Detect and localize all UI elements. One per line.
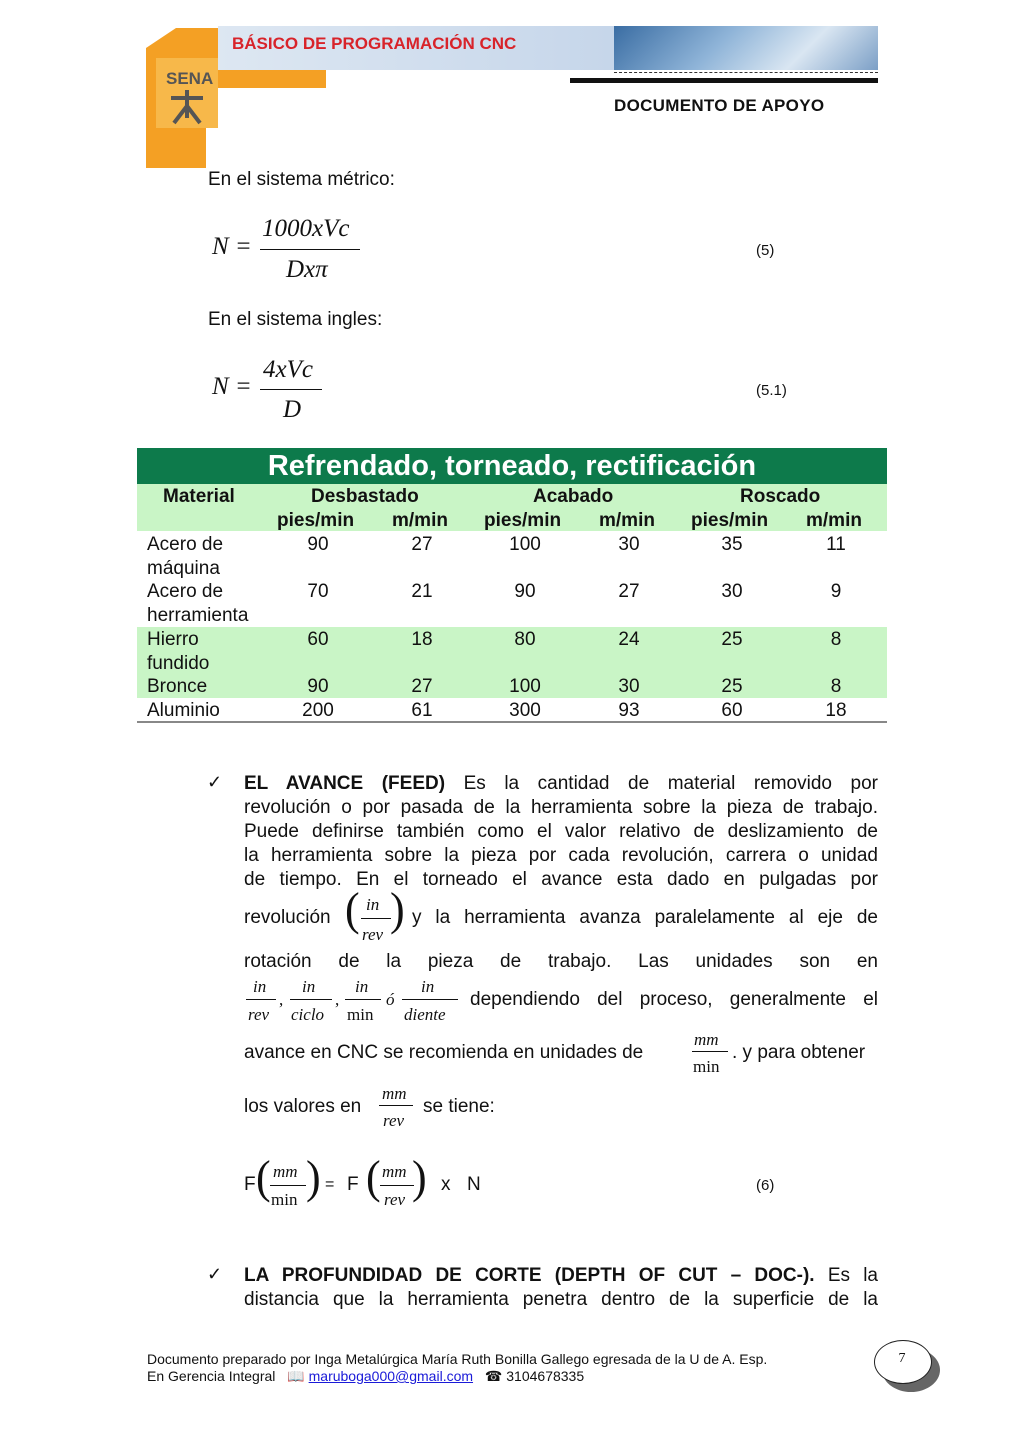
eq6-number: (6) <box>756 1177 775 1194</box>
frac-rev: rev <box>362 925 384 944</box>
table-cell: 60 <box>307 629 329 650</box>
frac-in: in <box>355 977 369 996</box>
frac-mm: mm <box>694 1030 719 1049</box>
document-subtitle: DOCUMENTO DE APOYO <box>614 96 825 115</box>
ingles-label: En el sistema ingles: <box>208 309 383 330</box>
avance-heading: EL AVANCE (FEED) <box>244 773 446 794</box>
header-title: BÁSICO DE PROGRAMACIÓN CNC <box>232 34 517 53</box>
header-photo <box>614 26 878 70</box>
footer-gerencia: En Gerencia Integral <box>147 1368 276 1384</box>
unit-header: m/min <box>392 510 448 531</box>
eq5-lhs: N = <box>212 233 252 260</box>
group-desbastado: Desbastado <box>311 486 419 507</box>
frac-bar <box>692 1051 728 1052</box>
paren-right: ) <box>306 1151 321 1204</box>
table-cell: 60 <box>721 700 743 721</box>
table-cell-material: Acero de <box>147 534 224 555</box>
footer-line-2 <box>147 1368 584 1385</box>
table-cell: 18 <box>825 700 847 721</box>
eq51-number: (5.1) <box>756 382 787 399</box>
frac-bar <box>402 999 458 1000</box>
frac-bar <box>246 999 276 1000</box>
avance-line-6b: y la herramienta avanza paralelamente al eje de <box>412 907 878 928</box>
paren-right: ) <box>390 883 405 936</box>
paren-left: ( <box>256 1151 271 1204</box>
unit-header: m/min <box>599 510 655 531</box>
eq5-number: (5) <box>756 242 775 259</box>
table-cell: 70 <box>307 581 329 602</box>
table-cell: 35 <box>721 534 743 555</box>
eq6-equals: = <box>325 1176 335 1193</box>
frac-in: in <box>421 977 435 996</box>
book-icon: 📖 <box>287 1368 305 1384</box>
unit-header: m/min <box>806 510 862 531</box>
avance-line-8: dependiendo del proceso, generalmente el <box>470 989 878 1010</box>
frac-bar <box>290 999 332 1000</box>
eq51-denominator: D <box>283 396 302 423</box>
frac-bar <box>361 918 391 919</box>
table-cell: 93 <box>618 700 640 721</box>
table-cell: 8 <box>830 629 842 650</box>
table-cell-material: Acero de <box>147 581 224 602</box>
eq6-n: N <box>467 1174 481 1195</box>
eq5-denominator: Dxπ <box>286 256 328 283</box>
table-cell: 300 <box>509 700 541 721</box>
metric-label: En el sistema métrico: <box>208 169 395 190</box>
avance-line-10b: se tiene: <box>423 1096 495 1117</box>
table-cell: 30 <box>618 676 640 697</box>
group-roscado: Roscado <box>740 486 821 507</box>
frac-bar <box>379 1105 413 1106</box>
frac-rev: rev <box>383 1111 405 1130</box>
frac-bar <box>380 1185 414 1186</box>
eq5-numerator: 1000xVc <box>262 215 350 242</box>
table-cell: 90 <box>514 581 536 602</box>
eq51-numerator: 4xVc <box>263 356 313 383</box>
unit-header: pies/min <box>691 510 769 531</box>
table-cell: 11 <box>826 534 846 555</box>
frac-min: min <box>693 1057 720 1076</box>
frac-ciclo: ciclo <box>291 1005 325 1024</box>
eq5-fraction-bar <box>260 249 360 250</box>
eq51-fraction-bar <box>260 389 322 390</box>
unit-header: pies/min <box>484 510 562 531</box>
table-cell: 90 <box>307 676 329 697</box>
comma: , <box>279 990 284 1009</box>
table-cell: 27 <box>411 676 433 697</box>
frac-mm: mm <box>273 1162 298 1181</box>
header-divider-dashed <box>614 72 878 73</box>
frac-in: in <box>253 977 267 996</box>
frac-bar <box>270 1185 306 1186</box>
table-cell: 25 <box>721 676 743 697</box>
table-cell: 100 <box>509 676 541 697</box>
table-cell: 27 <box>411 534 433 555</box>
word-o: ó <box>386 990 395 1009</box>
frac-mm: mm <box>382 1084 407 1103</box>
frac-rev: rev <box>384 1190 406 1209</box>
frac-in: in <box>302 977 316 996</box>
frac-in: in <box>366 895 380 914</box>
unit-header: pies/min <box>277 510 355 531</box>
table-title: Refrendado, torneado, rectificación <box>137 448 887 484</box>
checkmark-icon: ✓ <box>207 772 223 792</box>
table-cell-material: Hierro <box>147 629 199 650</box>
footer-line-1: Documento preparado por Inga Metalúrgica María Ruth Bonilla Gallego egresada de la U de A. Esp. <box>147 1351 768 1367</box>
eq51-lhs: N = <box>212 373 252 400</box>
table-cell: 18 <box>411 629 433 650</box>
eq6-times: x <box>441 1174 451 1195</box>
paren-right: ) <box>412 1151 427 1204</box>
frac-mm: mm <box>382 1162 407 1181</box>
phone-number: 3104678335 <box>506 1368 585 1384</box>
table-cell-material: fundido <box>147 653 210 674</box>
email-link[interactable]: maruboga000@gmail.com <box>308 1368 474 1384</box>
avance-line-5: de tiempo. En el torneado el avance esta dado en pulgadas por <box>244 869 878 890</box>
profundidad-line-1-text: Es la <box>827 1265 878 1286</box>
table-cell: 90 <box>307 534 329 555</box>
phone-icon: ☎ <box>484 1368 503 1384</box>
page-number: 7 <box>898 1351 906 1366</box>
table-cell: 61 <box>411 700 433 721</box>
avance-line-3: Puede definirse también como el valor relativo de deslizamiento de <box>244 821 878 842</box>
paren-left: ( <box>366 1151 381 1204</box>
table-cell: 8 <box>830 676 842 697</box>
avance-line-6a: revolución <box>244 907 331 928</box>
table-cell: 100 <box>509 534 541 555</box>
table-cell: 21 <box>411 581 433 602</box>
table-cell: 9 <box>830 581 842 602</box>
avance-line-7: rotación de la pieza de trabajo. Las unidades son en <box>244 951 878 972</box>
avance-line-10a: los valores en <box>244 1096 362 1117</box>
avance-line-9a: avance en CNC se recomienda en unidades de <box>244 1042 644 1063</box>
profundidad-line-1 <box>244 1264 878 1288</box>
table-cell-material: máquina <box>147 558 220 579</box>
table-cell: 30 <box>721 581 743 602</box>
header-divider-thick <box>570 78 878 83</box>
avance-line-9b: . y para obtener <box>732 1042 866 1063</box>
frac-bar <box>345 999 381 1000</box>
checkmark-icon: ✓ <box>207 1264 223 1284</box>
eq6-f1: F <box>244 1174 256 1195</box>
avance-line-4: la herramienta sobre la pieza por cada revolución, carrera o unidad <box>244 845 878 866</box>
col-material: Material <box>163 486 235 507</box>
table-cell: 200 <box>302 700 334 721</box>
table-cell-material: herramienta <box>147 605 249 626</box>
table-cell-material: Aluminio <box>147 700 220 721</box>
frac-diente: diente <box>404 1005 446 1024</box>
frac-rev: rev <box>248 1005 270 1024</box>
group-acabado: Acabado <box>533 486 614 507</box>
table-cell: 27 <box>618 581 640 602</box>
eq6-f2: F <box>347 1174 359 1195</box>
frac-min: min <box>347 1005 374 1024</box>
avance-line-2: revolución o por pasada de la herramienta sobre la pieza de trabajo. <box>244 797 878 818</box>
avance-line-1 <box>244 772 878 796</box>
comma: , <box>335 990 340 1009</box>
frac-min: min <box>271 1190 298 1209</box>
table-cell: 25 <box>721 629 743 650</box>
table-cell: 30 <box>618 534 640 555</box>
svg-text:SENA: SENA <box>166 69 214 88</box>
table-cell: 24 <box>618 629 640 650</box>
avance-line-1-text: Es la cantidad de material removido por <box>463 773 878 794</box>
table-cell: 80 <box>514 629 536 650</box>
profundidad-heading: LA PROFUNDIDAD DE CORTE (DEPTH OF CUT – DOC-). <box>244 1265 815 1286</box>
table-cell-material: Bronce <box>147 676 208 697</box>
paren-left: ( <box>345 883 360 936</box>
profundidad-line-2: distancia que la herramienta penetra dentro de la superficie de la <box>244 1289 878 1310</box>
